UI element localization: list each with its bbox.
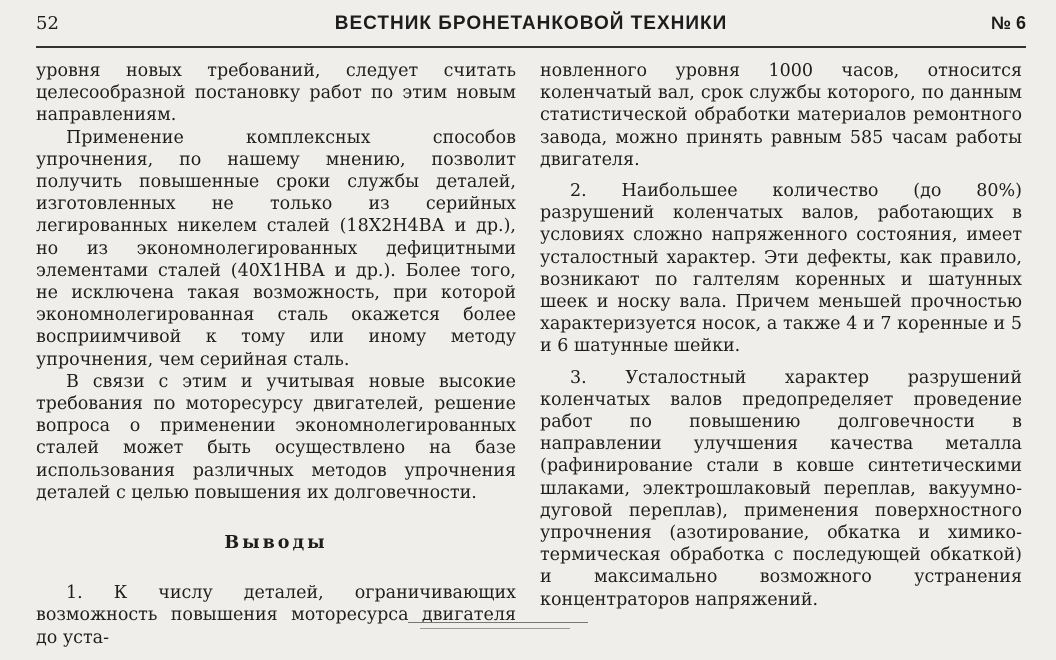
page-number: 52: [36, 13, 59, 34]
section-heading: Выводы: [224, 533, 328, 554]
header-rule: [36, 46, 1026, 48]
issue-number: № 6: [990, 13, 1026, 33]
journal-title: ВЕСТНИК БРОНЕТАНКОВОЙ ТЕХНИКИ: [334, 13, 728, 34]
paragraph: уровня новых требований, следует считать целесообразной постановку работ по этим новым направлениям.: [36, 61, 516, 126]
paragraph: Применение комплексных способов упрочнения, по нашему мнению, позволит получить повышенные сроки службы деталей, изготовленных не только из серийных легированных никелем сталей (18Х2Н4ВА и др.), но из экономнолегированных дефицитными элементами сталей (40Х1НВА и др.). Более того, не исключена такая возможность, при которой экономнолегированная сталь окажется более восприимчивой к тому или иному методу упрочнения, чем серийная сталь.: [36, 127, 516, 370]
end-rule: [408, 622, 588, 623]
paragraph: 3. Усталостный характер разрушений коленчатых валов предопределяет проведение работ по повышению долговечности в направлении улучшения качества металла (рафинирование стали в ковше синтетическими шлаками, электрошлаковый переплав, вакуумно-дуговой переплав), применения поверхностного упрочнения (азотирование, обкатка и химико-термическая обработка с последующей обкаткой) и максимально возможного устранения концентраторов напряжений.: [540, 367, 1022, 610]
right-column: [540, 60, 1022, 611]
paragraph: новленного уровня 1000 часов, относится коленчатый вал, срок службы которого, по данным статистической обработки материалов ремонтного завода, можно принять равным 585 часам работы двигателя.: [540, 61, 1022, 170]
paragraph: В связи с этим и учитывая новые высокие требования по моторесурсу двигателей, решение вопроса о применении экономнолегированных сталей может быть осуществлено на базе использования различных методов упрочнения деталей с целью повышения их долговечности.: [36, 371, 516, 503]
running-header: [36, 0, 1026, 60]
end-rule-short: [420, 628, 570, 629]
left-column: [36, 60, 516, 649]
paragraph: 2. Наибольшее количество (до 80%) разрушений коленчатых валов, работающих в условиях сложно напряженного состояния, имеет усталостный характер. Эти дефекты, как правило, возникают по галтелям коренных и шатунных шеек и носку вала. Причем меньшей прочностью характеризуется носок, а также 4 и 7 коренные и 5 и 6 шатунные шейки.: [540, 181, 1022, 357]
paragraph: 1. К числу деталей, ограничивающих возможность повышения моторесурса двигателя до уста-: [36, 583, 516, 648]
